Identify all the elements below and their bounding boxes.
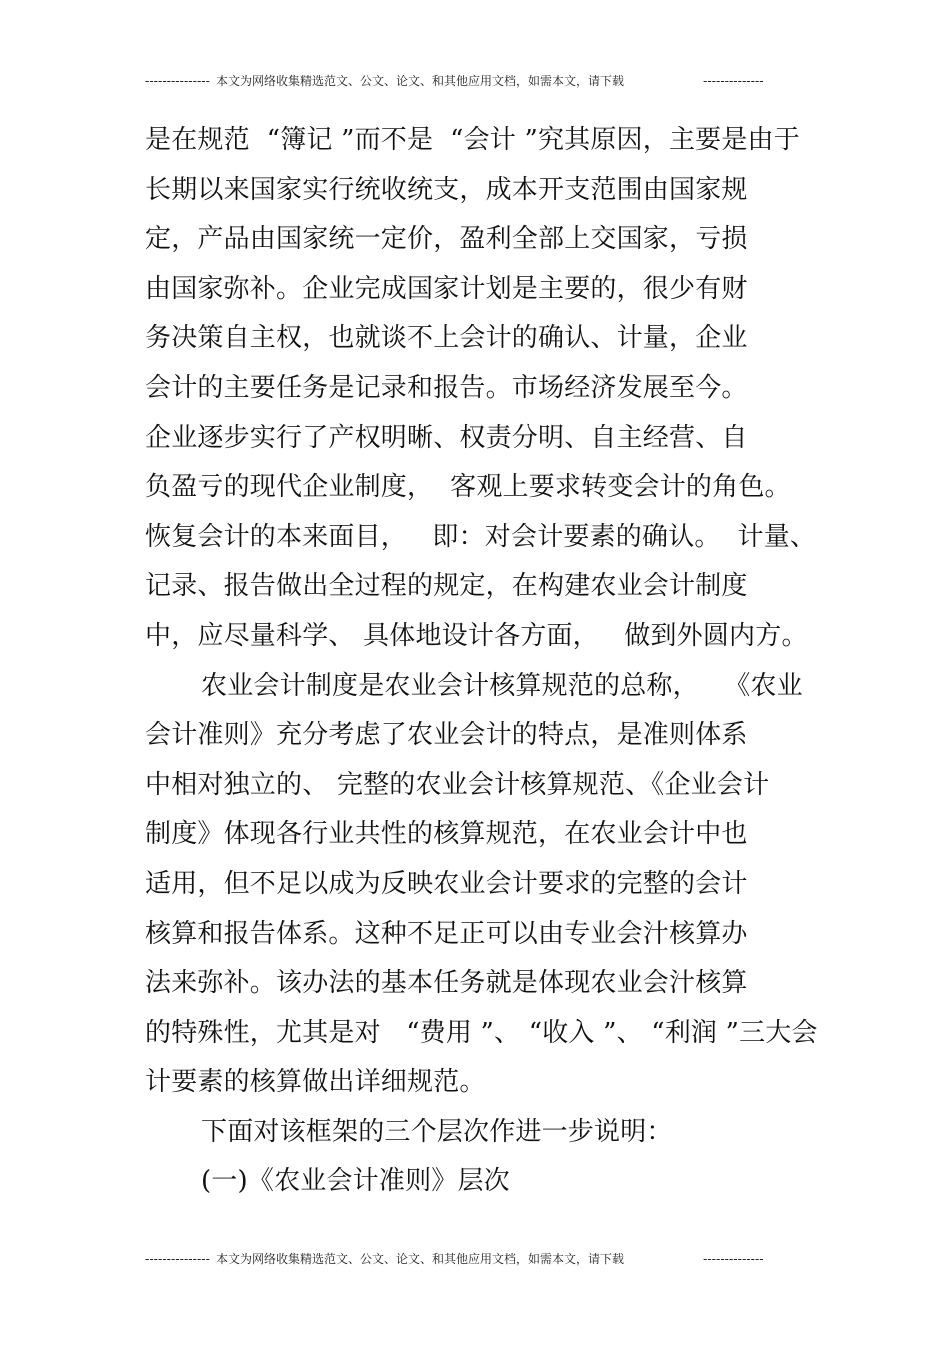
body-line: 适用，但不足以成为反映农业会计要求的完整的会计 [145, 868, 748, 899]
body-line: 记录、报告做出全过程的规定，在构建农业会计制度 [145, 571, 748, 602]
body-line: 的特殊性，尤其是对 “费用 ”、 “收入 ”、 “利润 ”三大会 [145, 1017, 818, 1048]
body-line: 法来弥补。该办法的基本任务就是体现农业会汁核算 [145, 968, 748, 999]
body-line: 中相对独立的、 完整的农业会计核算规范、《企业会计 [145, 769, 770, 800]
page-footer [145, 1249, 770, 1269]
footer-text: 本文为网络收集精选范文、公文、论文、和其他应用文档，如需本文，请下载 [216, 1252, 625, 1266]
body-line: 是在规范 “簿记 ”而不是 “会计 ”究其原因，主要是由于 [145, 125, 800, 155]
page-header [145, 71, 770, 91]
body-line: 制度》体现各行业共性的核算规范，在农业会计中也 [145, 819, 748, 850]
body-line: 恢复会计的本来面目， 即：对会计要素的确认。 计量、 [145, 521, 817, 552]
body-line: 由国家弥补。企业完成国家计划是主要的，很少有财 [145, 273, 748, 304]
body-line: 务决策自主权，也就谈不上会计的确认、计量，企业 [145, 323, 748, 354]
section-heading: (一)《农业会计准则》层次 [201, 1166, 510, 1197]
body-line: 会计准则》充分考虑了农业会计的特点，是准则体系 [145, 720, 748, 751]
body-line: 计要素的核算做出详细规范。 [145, 1067, 486, 1098]
body-line: 长期以来国家实行统收统支，成本开支范围由国家规 [145, 174, 748, 205]
body-line: 核算和报告体系。这种不足正可以由专业会汁核算办 [145, 918, 748, 949]
paragraph-start-line: 下面对该框架的三个层次作进一步说明： [201, 1116, 673, 1147]
document-body [145, 116, 818, 1207]
footer-dash-left: --------------- [145, 1252, 210, 1266]
body-line: 企业逐步实行了产权明晰、权责分明、自主经营、自 [145, 422, 748, 453]
body-line: 负盈亏的现代企业制度， 客观上要求转变会计的角色。 [145, 472, 791, 503]
body-line: 中，应尽量科学、 具体地设计各方面， 做到外圆内方。 [145, 620, 808, 651]
paragraph-start-line: 农业会计制度是农业会计核算规范的总称， 《农业 [201, 670, 803, 701]
header-text: 本文为网络收集精选范文、公文、论文、和其他应用文档，如需本文，请下载 [216, 74, 625, 88]
body-line: 会计的主要任务是记录和报告。市场经济发展至今。 [145, 372, 748, 403]
header-dash-left: --------------- [145, 74, 210, 88]
footer-dash-right: -------------- [703, 1252, 764, 1266]
header-dash-right: -------------- [703, 74, 764, 88]
body-line: 定，产品由国家统一定价，盈利全部上交国家，亏损 [145, 224, 748, 255]
